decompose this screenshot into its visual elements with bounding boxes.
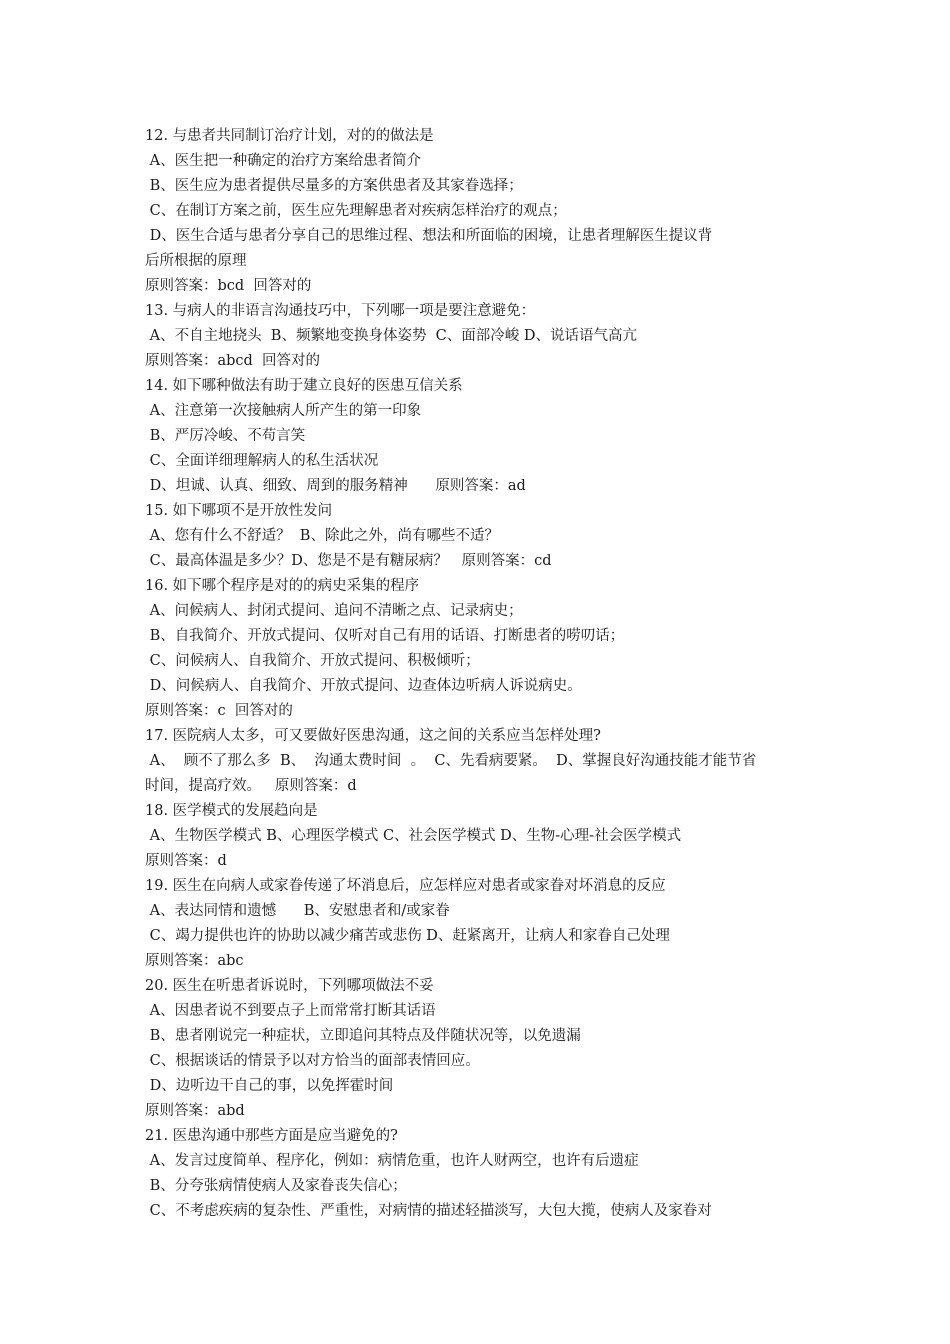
document-line: B、严厉冷峻、不苟言笑 [145,428,306,444]
document-line: A、不自主地挠头 B、频繁地变换身体姿势 C、面部冷峻 D、说话语气高亢 [145,328,637,344]
document-body [145,124,815,1224]
document-line: 原则答案：abd [145,1103,245,1119]
document-line: 14. 如下哪种做法有助于建立良好的医患互信关系 [145,378,463,394]
document-line: 后所根据的原理 [145,253,247,269]
document-line: B、患者刚说完一种症状，立即追问其特点及伴随状况等，以免遗漏 [145,1028,581,1044]
document-line: C、全面详细理解病人的私生活状况 [145,453,379,469]
document-line: C、根据谈话的情景予以对方恰当的面部表情回应。 [145,1053,480,1069]
document-line: C、不考虑疾病的复杂性、严重性，对病情的描述轻描淡写，大包大揽，使病人及家眷对 [145,1203,712,1219]
document-line: 17. 医院病人太多，可又要做好医患沟通，这之间的关系应当怎样处理? [145,728,601,744]
document-line: C、最高体温是多少？D、您是不是有糖尿病？ 原则答案：cd [145,553,552,569]
document-line: B、医生应为患者提供尽量多的方案供患者及其家眷选择； [145,178,523,194]
document-line: C、竭力提供也许的协助以减少痛苦或悲伤 D、赶紧离开，让病人和家眷自己处理 [145,928,670,944]
document-line: 13. 与病人的非语言沟通技巧中，下列哪一项是要注意避免： [145,303,536,319]
document-line: B、自我简介、开放式提问、仅听对自己有用的话语、打断患者的唠叨话； [145,628,625,644]
document-line: 原则答案：d [145,853,227,869]
document-line: 21. 医患沟通中那些方面是应当避免的? [145,1128,398,1144]
document-line: 12. 与患者共同制订治疗计划，对的的做法是 [145,128,434,144]
document-line: B、分夸张病情使病人及家眷丧失信心； [145,1178,407,1194]
document-line: D、边听边干自己的事，以免挥霍时间 [145,1078,394,1094]
document-line: C、在制订方案之前，医生应先理解患者对疾病怎样治疗的观点； [145,203,567,219]
document-line: D、坦诚、认真、细致、周到的服务精神 原则答案：ad [145,478,526,494]
document-line: A、注意第一次接触病人所产生的第一印象 [145,403,422,419]
document-line: A、医生把一种确定的治疗方案给患者简介 [145,153,422,169]
document-line: A、您有什么不舒适？ B、除此之外，尚有哪些不适？ [145,528,499,544]
document-line: A、生物医学模式 B、心理医学模式 C、社会医学模式 D、生物-心理-社会医学模式 [145,828,682,844]
document-line: 20. 医生在听患者诉说时，下列哪项做法不妥 [145,978,434,994]
document-line: D、问候病人、自我简介、开放式提问、边查体边听病人诉说病史。 [145,678,582,694]
document-line: 原则答案：c 回答对的 [145,703,293,719]
document-line: 原则答案：abc [145,953,244,969]
document-line: 19. 医生在向病人或家眷传递了坏消息后，应怎样应对患者或家眷对坏消息的反应 [145,878,666,894]
document-line: 原则答案：abcd 回答对的 [145,353,321,369]
document-line: 15. 如下哪项不是开放性发问 [145,503,333,519]
document-line: 原则答案：bcd 回答对的 [145,278,312,294]
document-line: A、因患者说不到要点子上而常常打断其话语 [145,1003,436,1019]
document-line: A、发言过度简单、程序化，例如：病情危重，也许人财两空，也许有后遗症 [145,1153,639,1169]
document-line: 16. 如下哪个程序是对的的病史采集的程序 [145,578,420,594]
document-line: A、表达同情和遗憾 B、安慰患者和/或家眷 [145,903,450,919]
document-line: C、问候病人、自我简介、开放式提问、积极倾听； [145,653,480,669]
document-line: D、医生合适与患者分享自己的思维过程、想法和所面临的困境，让患者理解医生提议背 [145,228,713,244]
document-line: 18. 医学模式的发展趋向是 [145,803,318,819]
document-line: 时间，提高疗效。 原则答案：d [145,778,357,794]
document-line: A、 顾不了那么多 B、 沟通太费时间 。 C、先看病要紧。 D、掌握良好沟通技能才能节省 [145,753,757,769]
document-line: A、问候病人、封闭式提问、追问不清晰之点、记录病史； [145,603,523,619]
